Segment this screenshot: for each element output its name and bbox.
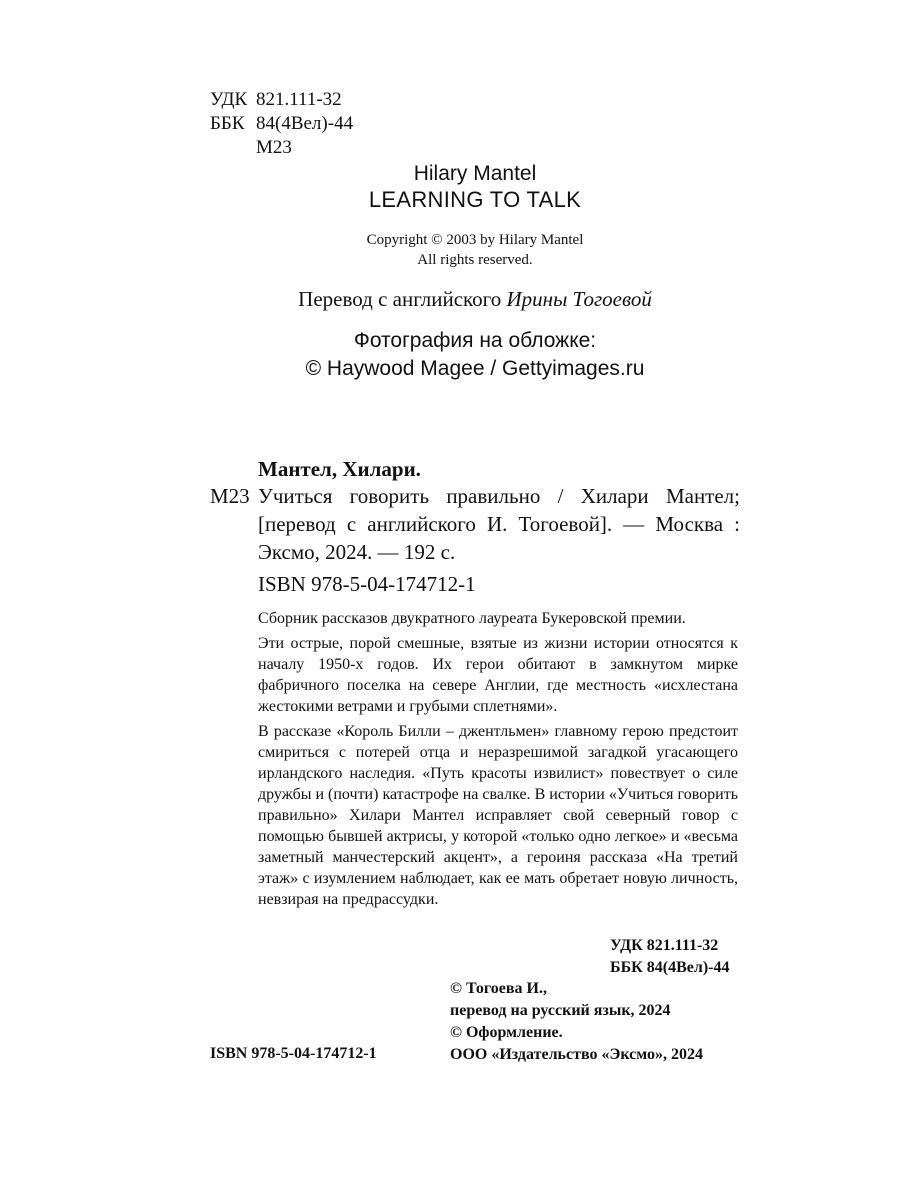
bibliographic-description: Учиться говорить правильно / Хилари Мантел; [перевод с английского И. Тогоевой]. — Москва : Эксмо, 2024. — 192 с.: [258, 484, 740, 564]
footer-copyright-design-1: © Оформление.: [450, 1024, 563, 1041]
cover-photo-credit: [210, 327, 740, 383]
translation-prefix: Перевод с английского: [298, 287, 507, 311]
bibliographic-author: Мантел, Хилари.: [258, 457, 421, 481]
cover-photo-label: Фотография на обложке:: [353, 329, 597, 352]
footer-copyright: [450, 978, 703, 1066]
footer-bbk: ББК 84(4Вел)-44: [610, 959, 730, 976]
annotation-paragraph: В рассказе «Король Билли – джентльмен» главному герою предстоит смириться с потерей отца и неразрешимой загадкой угасающего ирландского наследия. «Путь красоты извилист» повествует о силе дружбы и (почти) катастрофе на свалке. В истории «Учиться говорить правильно» Хилари Мантел исправляет свой северный говор с помощью бывшей актрисы, у которой «только одно легкое» и «весьма заметный манчестерский акцент», а героиня рассказа «На третий этаж» с изумлением наблюдает, как ее мать обретает новую личность, невзирая на предрассудки.: [258, 723, 738, 908]
footer-udk: УДК 821.111-32: [610, 937, 719, 954]
annotation: [258, 608, 738, 910]
translator-name: Ирины Тогоевой: [506, 287, 652, 311]
annotation-paragraph: Сборник рассказов двукратного лауреата Букеровской премии.: [258, 610, 686, 627]
udk-row: [210, 88, 353, 112]
udk-value: 821.111-32: [256, 89, 342, 110]
bibliographic-code: М23: [210, 484, 250, 508]
original-copyright: [210, 230, 740, 270]
author-mark-row: [210, 136, 353, 160]
footer-classification: [610, 935, 730, 979]
classification-block: [210, 88, 353, 160]
author-mark: М23: [256, 137, 292, 158]
bbk-value: 84(4Вел)-44: [256, 113, 354, 134]
bbk-label: ББК: [210, 113, 245, 134]
footer-copyright-design-2: ООО «Издательство «Эксмо», 2024: [450, 1046, 703, 1063]
footer-copyright-translation-2: перевод на русский язык, 2024: [450, 1002, 671, 1019]
bibliographic-entry: [210, 482, 740, 566]
original-title: LEARNING TO TALK: [368, 187, 582, 212]
footer-copyright-translation-1: © Тогоева И.,: [450, 980, 547, 997]
translation-credit: [210, 285, 740, 313]
original-author: Hilary Mantel: [413, 162, 537, 185]
footer-isbn: ISBN 978-5-04-174712-1: [210, 1045, 377, 1062]
cover-photo-credit-line: © Haywood Magee / Gettyimages.ru: [305, 357, 645, 380]
rights-line: All rights reserved.: [417, 252, 533, 268]
copyright-line: Copyright © 2003 by Hilary Mantel: [366, 232, 584, 248]
annotation-paragraph: Эти острые, порой смешные, взятые из жизни истории относятся к началу 1950-х годов. Их герои обитают в замкнутом мирке фабричного поселка на севере Англии, где местность «исхлестана жестокими ветрами и грубыми сплетнями».: [258, 635, 738, 715]
bbk-row: [210, 112, 353, 136]
udk-label: УДК: [210, 89, 248, 110]
bibliographic-isbn: ISBN 978-5-04-174712-1: [258, 572, 476, 596]
